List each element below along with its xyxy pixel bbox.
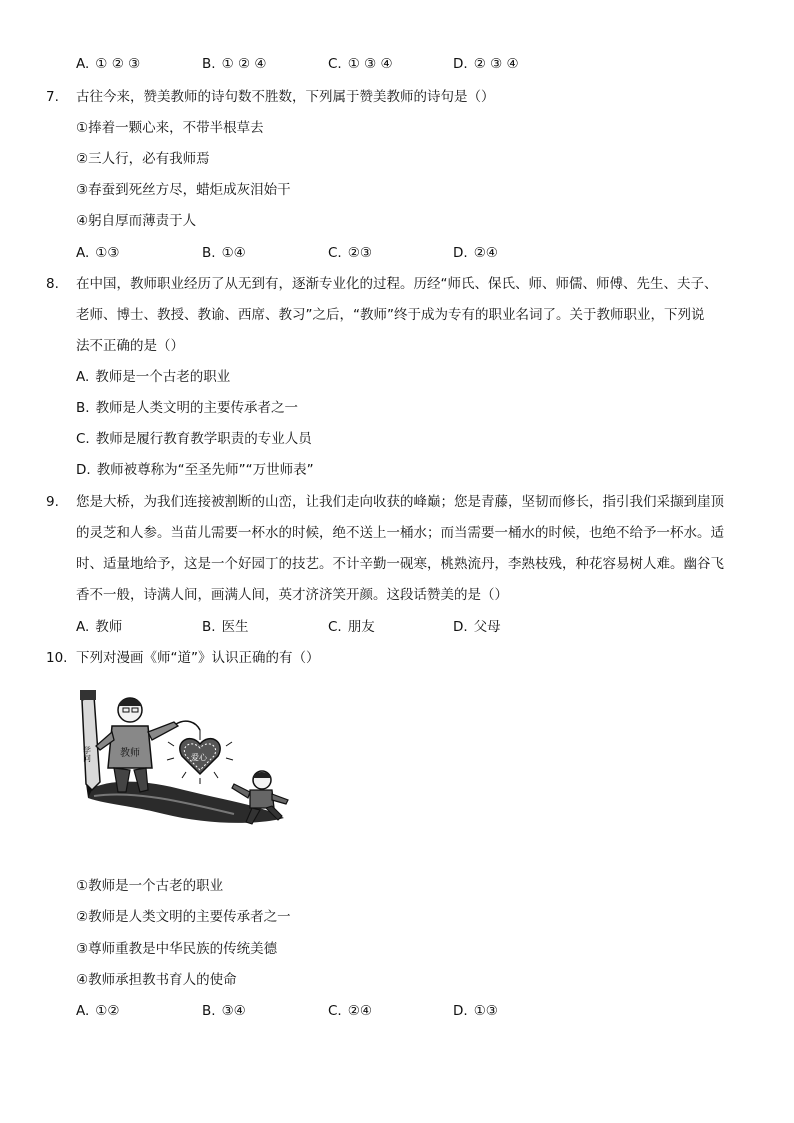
q10-stem: 下列对漫画《师“道”》认识正确的有（） [76, 650, 320, 666]
child-arm-left [232, 784, 250, 798]
cartoon-illustration [74, 686, 310, 836]
q9-options [76, 618, 636, 636]
q10-item-4: ④教师承担教书育人的使命 [76, 972, 237, 988]
pen-body [82, 696, 100, 790]
q9-stem-line-2: 的灵芝和人参。当苗儿需要一杯水的时候，绝不送上一桶水；而当需要一桶水的时候，也绝不给予一杯水。适 [76, 525, 724, 541]
pen-cap [80, 690, 96, 700]
q6-option-b[interactable]: B. ① ② ④ [202, 56, 267, 72]
q10-item-3: ③尊师重教是中华民族的传统美德 [76, 941, 278, 957]
q10-option-b[interactable]: B. ③④ [202, 1003, 246, 1019]
q9-stem-line-3: 时、适量地给予，这是一个好园丁的技艺。不计辛勤一砚寒，桃熟流丹，李熟枝残，种花容易树人难。幽谷飞 [76, 556, 724, 572]
q10-option-d[interactable]: D. ①③ [453, 1003, 498, 1019]
q7-option-a[interactable]: A. ①③ [76, 245, 120, 261]
q9-option-d[interactable]: D. 父母 [453, 619, 501, 635]
q8-stem-line-2: 老师、博士、教授、教谕、西席、教习”之后，“教师”终于成为专有的职业名词了。关于教师职业，下列说 [76, 307, 705, 323]
q10-options [76, 1002, 636, 1020]
q8-option-a[interactable]: A. 教师是一个古老的职业 [76, 369, 231, 385]
q7-option-d[interactable]: D. ②④ [453, 245, 498, 261]
pen-label: 学问 [82, 746, 92, 762]
q7-option-b[interactable]: B. ①④ [202, 245, 246, 261]
q7-options [76, 244, 636, 262]
q10-item-2: ②教师是人类文明的主要传承者之一 [76, 909, 291, 925]
q6-option-d[interactable]: D. ② ③ ④ [453, 56, 519, 72]
rod-string [176, 721, 200, 730]
q10-option-a[interactable]: A. ①② [76, 1003, 120, 1019]
q7-item-1: ①捧着一颗心来，不带半根草去 [76, 120, 264, 136]
q10-option-c[interactable]: C. ②④ [328, 1003, 372, 1019]
q7-item-4: ④躬自厚而薄责于人 [76, 213, 197, 229]
teacher-hair [118, 699, 142, 707]
q8-option-d[interactable]: D. 教师被尊称为“至圣先师”“万世师表” [76, 462, 314, 478]
q6-option-c[interactable]: C. ① ③ ④ [328, 56, 393, 72]
teacher-arm [148, 722, 178, 740]
child-body [250, 790, 274, 808]
q9-stem-line-4: 香不一般，诗满人间，画满人间，英才济济笑开颜。这段话赞美的是（） [76, 587, 508, 603]
q10-number: 10. [46, 650, 68, 666]
cartoon-svg [74, 686, 310, 836]
q7-stem: 古往今来，赞美教师的诗句数不胜数，下列属于赞美教师的诗句是（） [76, 89, 495, 105]
q6-options [76, 55, 636, 73]
q8-option-c[interactable]: C. 教师是履行教育教学职责的专业人员 [76, 431, 312, 447]
q7-option-c[interactable]: C. ②③ [328, 245, 372, 261]
q8-option-b[interactable]: B. 教师是人类文明的主要传承者之一 [76, 400, 299, 416]
q8-stem-line-3: 法不正确的是（） [76, 338, 184, 354]
q9-option-c[interactable]: C. 朋友 [328, 619, 375, 635]
q9-option-a[interactable]: A. 教师 [76, 619, 123, 635]
q7-number: 7. [46, 89, 59, 105]
q8-stem-line-1: 在中国，教师职业经历了从无到有，逐渐专业化的过程。历经“师氏、保氏、师、师儒、师傅、先生、夫子、 [76, 276, 718, 292]
teacher-body [108, 726, 152, 768]
heart-label: 爱心 [191, 753, 207, 762]
q7-item-2: ②三人行，必有我师焉 [76, 151, 210, 167]
q9-option-b[interactable]: B. 医生 [202, 619, 249, 635]
q9-stem-line-1: 您是大桥，为我们连接被割断的山峦，让我们走向收获的峰巅；您是青藤，坚韧而修长，指引我们采撷到崖顶 [76, 494, 724, 510]
heart-group [167, 739, 233, 784]
q10-item-1: ①教师是一个古老的职业 [76, 878, 224, 894]
teacher-label: 教师 [120, 748, 140, 759]
q6-option-a[interactable]: A. ① ② ③ [76, 56, 141, 72]
q9-number: 9. [46, 494, 59, 510]
q7-item-3: ③春蚕到死丝方尽，蜡炬成灰泪始干 [76, 182, 291, 198]
child-arm-right [272, 794, 288, 804]
q8-number: 8. [46, 276, 59, 292]
